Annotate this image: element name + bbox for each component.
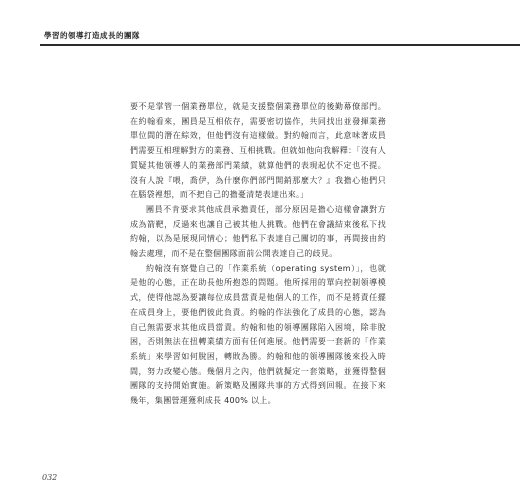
- page-number: 032: [42, 473, 58, 482]
- paragraph: 要不是掌管一個業務單位，就是支援整個業務單位的後勤幕僚部門。在約翰看來，團員是互相依存，需要密切協作，共同找出並發揮業務單位間的潛在綜效，但他們沒有這樣做。對約翰而言，此意味著成員們需要互相理解對方的業務、互相挑戰。但就如他向我解釋：「沒有人質疑其他領導人的業務部門業績，就算他們的表現起伏不定也不提。沒有人說『喂，喬伊，為什麼你們部門開銷那麼大？』我擔心他們只在腦袋裡想，而不把自己的擔憂清楚表達出來。」: [130, 102, 386, 200]
- running-header: 學習的領導打造成長的團隊: [44, 31, 140, 40]
- paragraph: 約翰沒有察覺自己的「作業系統（operating system）」，也就是他的心態，正在助長他所抱怨的問題。他所採用的單向控制領導模式，使得他認為要讓每位成員當責是他個人的工作，而不是將責任擺在成員身上，要他們彼此負責。約翰的作法強化了成員的心態，認為自己無需要求其他成員當責。約翰和他的領導團隊陷入困境，除非脫困，否則無法在扭轉業績方面有任何進展。他們需要一套新的「作業系統」來學習如何脫困，轉敗為勝。約翰和他的領導團隊後來投入時間，努力改變心態。幾個月之內，他們就擬定一套策略，並獲得整個團隊的支持開始實施。新策略及團隊共事的方式得到回報。在接下來幾年，集團營運獲利成長 400% 以上。: [130, 263, 386, 406]
- body-text: [130, 100, 386, 409]
- paragraph: 團員不肯要求其他成員承擔責任，部分原因是擔心這樣會讓對方成為箭靶，反過來也讓自己被其他人挑戰。他們在會議結束後私下找約翰，以為是展現同情心；他們私下表達自己關切的事，再間接由約翰去處理，而不是在整個團隊面前公開表達自己的歧見。: [130, 204, 386, 259]
- header-rule: [40, 44, 520, 46]
